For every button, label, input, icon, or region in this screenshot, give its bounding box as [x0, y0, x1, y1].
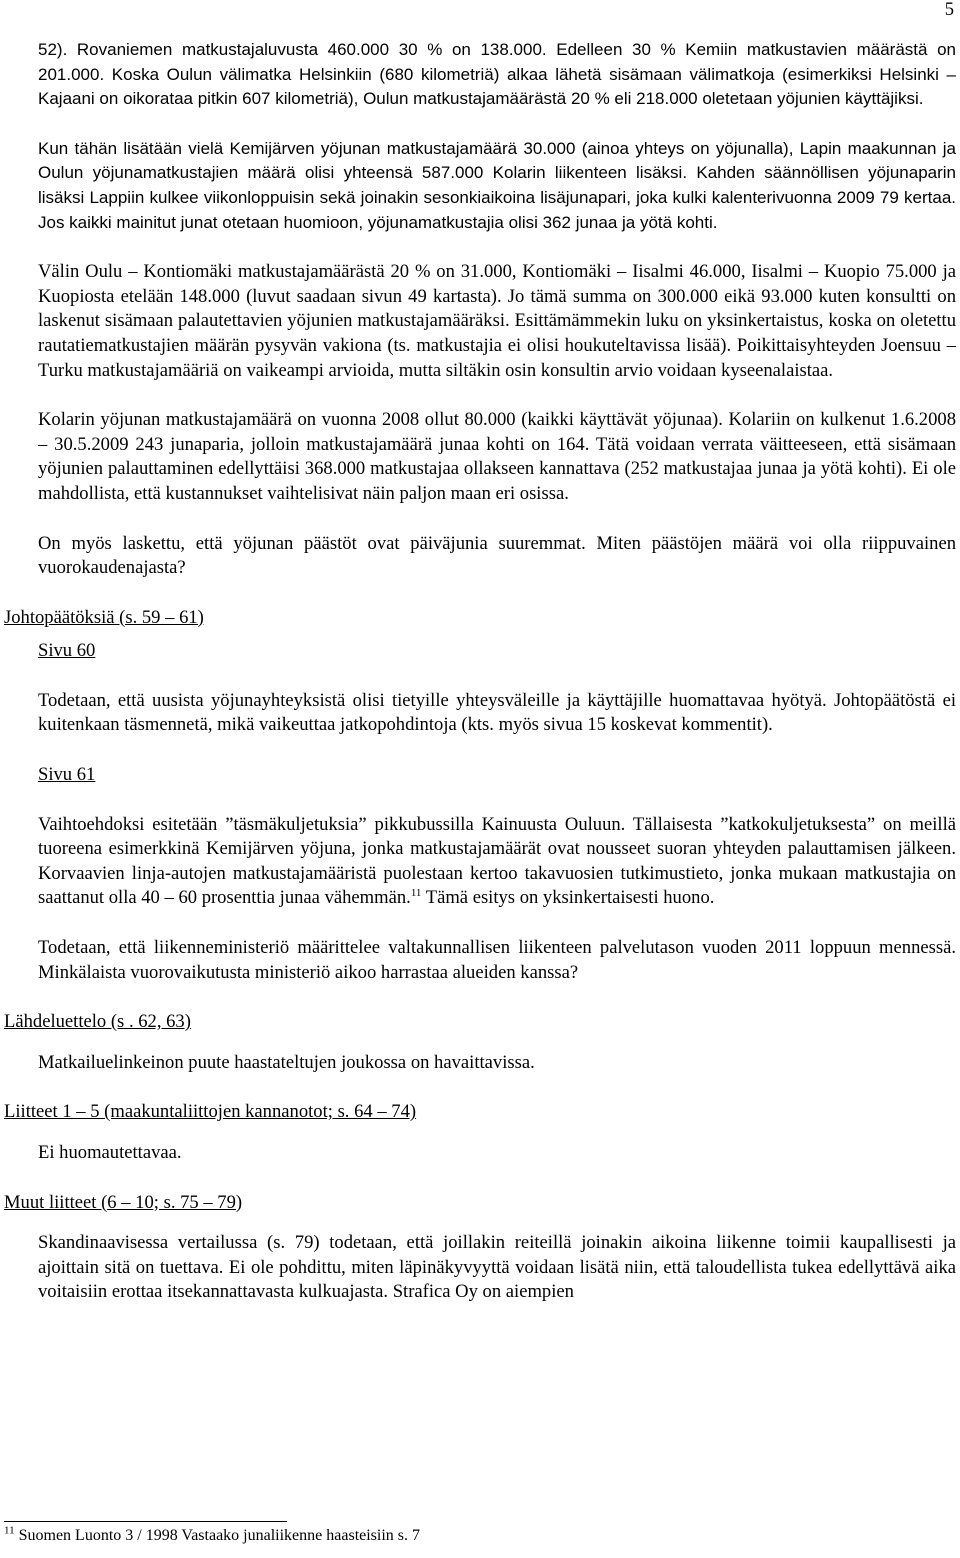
paragraph-kolari: Kolarin yöjunan matkustajamäärä on vuonna 2008 ollut 80.000 (kaikki käyttävät yöjunaa). Kolariin on kulkenut 1.6.2008 – 30.5.2009 243 junaparia, jolloin matkustajamäärä junaa kohti on 164. Tätä voidaan verrata väitteeseen, että sisämaan yöjunien palauttaminen edellyttäisi 368.000 matkustajaa ollakseen kannattava (252 matkustajaa junaa ja yötä kohti). Ei ole mahdollista, että kustannukset vaihtelisivat näin paljon maan eri osissa. — [38, 409, 956, 504]
paragraph-sivu-61-body: Vaihtoehdoksi esitetään ”täsmäkuljetuksia” pikkubussilla Kainuusta Ouluun. Tällaisesta ”katkokuljetuksesta” on meillä tuoreena esimerkkinä Kemijärven yöjuna, jonka matkustajamäärät ovat nousseet suoran yhteyden palauttamisen jälkeen. Korvaavien linja-autojen matkustajamääristä puolestaan kertoo takavuosien tutkimustieto, jonka mukaan matkustajia on saattanut olla 40 – 60 prosenttia junaa vähemmän. — [38, 813, 956, 909]
footnote — [4, 1526, 420, 1546]
paragraph-oulu-kontiomaki: Välin Oulu – Kontiomäki matkustajamäärästä 20 % on 31.000, Kontiomäki – Iisalmi 46.000, Iisalmi – Kuopio 75.000 ja Kuopiosta etelään 148.000 (luvut saadaan sivun 49 kartasta). Jo tämä summa on 300.000 eikä 93.000 kuten konsultti on laskenut sisämaan palautettavien yöjunien matkustajamääräksi. Esittämämmekin luku on yksinkertaistus, koska on oletettu rautatiematkustajien määrän pysyvän vakiona (ts. matkustajia ei olisi houkuteltavissa lisää). Poikittaisyhteyden Joensuu – Turku matkustajamääriä on vaikeampi arvioida, mutta siltäkin osin konsultin arvio voidaan kyseenalaistaa. — [38, 261, 956, 381]
paragraph-sivu-61-tail: Tämä esitys on yksinkertaisesti huono. — [425, 887, 715, 909]
footnote-number: 11 — [4, 1524, 15, 1537]
paragraph-kemijarvi: Kun tähän lisätään vielä Kemijärven yöjunan matkustajamäärä 30.000 (ainoa yhteys on yöjunalla), Lapin maakunnan ja Oulun yöjunamatkustajien määrä olisi yhteensä 587.000 Kolarin liikenteen lisäksi. Kahden säännöllisen yöjunaparin lisäksi Lappiin kulkee viikonloppuisin sekä joinakin sesonkiaikoina lisäjunapari, joka kulki kalenterivuonna 2009 79 kertaa. Jos kaikki mainitut junat otetaan huomioon, yöjunamatkustajia olisi 362 junaa ja yötä kohti. — [38, 138, 956, 232]
footnote-text: Suomen Luonto 3 / 1998 Vastaako junaliikenne haasteisiin s. 7 — [18, 1527, 421, 1544]
paragraph-sivu-61 — [38, 813, 956, 911]
footnote-reference: 11 — [410, 887, 422, 900]
heading-lahdeluettelo: Lähdeluettelo (s . 62, 63) — [4, 1011, 191, 1033]
paragraph-lahdeluettelo: Matkailuelinkeinon puute haastateltujen joukossa on havaittavissa. — [38, 1051, 535, 1073]
heading-johtopaatoksia: Johtopäätöksiä (s. 59 – 61) — [4, 606, 204, 628]
paragraph-rovaniemi: 52). Rovaniemen matkustajaluvusta 460.000 30 % on 138.000. Edelleen 30 % Kemiin matkustavien määrästä on 201.000. Koska Oulun välimatka Helsinkiin (680 kilometriä) alkaa lähetä sisämaan välimatkoja (esimerkiksi Helsinki – Kajaani on oikorataa pitkin 607 kilometriä), Oulun matkustajamäärästä 20 % eli 218.000 oletetaan yöjunien käyttäjiksi. — [38, 40, 956, 109]
document-body — [0, 38, 960, 1330]
paragraph-ministry: Todetaan, että liikenneministeriö määrittelee valtakunnallisen liikenteen palvelutason vuoden 2011 loppuun mennessä. Minkälaista vuorovaikutusta ministeriö aikoo harrastaa alueiden kanssa? — [38, 937, 956, 983]
heading-muut-liitteet: Muut liitteet (6 – 10; s. 75 – 79) — [4, 1191, 243, 1213]
page-number: 5 — [944, 0, 954, 20]
paragraph-liitteet: Ei huomautettavaa. — [38, 1142, 182, 1163]
paragraph-sivu-60: Todetaan, että uusista yöjunayhteyksistä olisi tietyille yhteysväleille ja käyttäjille huomattavaa hyötyä. Johtopäätöstä ei kuitenkaan täsmennetä, mikä vaikeuttaa jatkopohdintoja (kts. myös sivua 15 koskevat kommentit). — [38, 689, 956, 736]
footnote-divider — [4, 1521, 287, 1522]
subheading-sivu-60: Sivu 60 — [38, 640, 96, 662]
subheading-sivu-61: Sivu 61 — [38, 764, 96, 786]
paragraph-emissions: On myös laskettu, että yöjunan päästöt ovat päiväjunia suuremmat. Miten päästöjen määrä voi olla riippuvainen vuorokaudenajasta? — [38, 532, 956, 579]
heading-liitteet: Liitteet 1 – 5 (maakuntaliittojen kannanotot; s. 64 – 74) — [4, 1101, 417, 1123]
paragraph-muut-liitteet: Skandinaavisessa vertailussa (s. 79) todetaan, että joillakin reiteillä joinakin aikoina liikenne toimii kaupallisesti ja ajoittain sitä on tuettava. Ei ole pohdittu, miten läpinäkyvyyttä voidaan lisätä niin, että taloudellista tukea edellyttävä aika voitaisiin erottaa itsekannattavasta kulkuajasta. Strafica Oy on aiempien — [38, 1232, 956, 1303]
